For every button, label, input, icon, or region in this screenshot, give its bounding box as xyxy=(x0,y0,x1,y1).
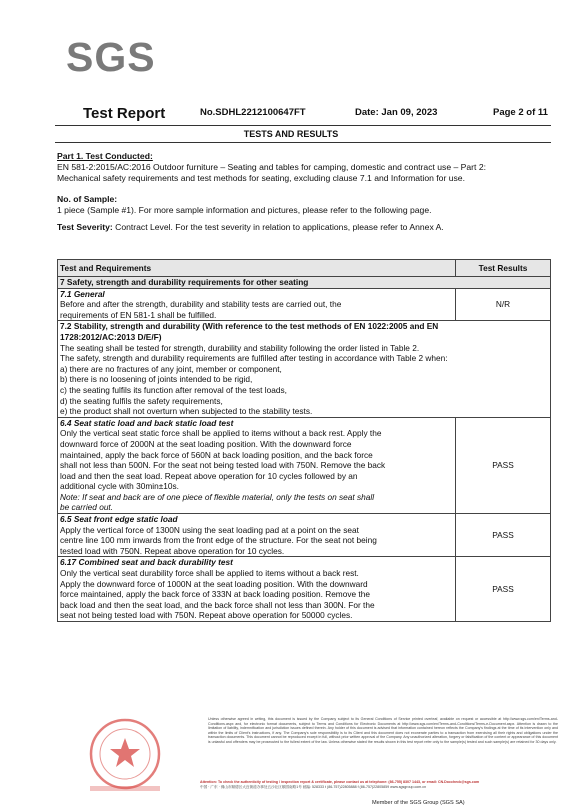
clause-text: Apply the downward force of 1000N at the seat loading position. With the downward xyxy=(60,578,368,589)
table-row xyxy=(58,557,551,622)
col-test-results: Test Results xyxy=(456,260,551,277)
footer-contact xyxy=(200,780,560,790)
clause-note: Note: If seat and back are of one piece of flexible material, only the tests on seat shall xyxy=(60,491,375,502)
clause-text: The safety, strength and durability requirements are fulfilled after testing in accordance with Table 2 when: xyxy=(60,353,448,364)
clause-text: Apply the vertical force of 1300N using the seat loading pad at a point on the seat xyxy=(60,524,359,535)
clause-text: load and then the seat load. Repeat above operation for 10 cycles followed by an xyxy=(60,470,358,481)
clause-title: 7.1 General xyxy=(60,288,105,299)
clause-text: downward force of 2000N at the seat loading position. With the downward force xyxy=(60,438,352,449)
clause-text: additional cycle with 30min±10s. xyxy=(60,481,179,492)
section-rule xyxy=(55,142,551,143)
clause-title: 1728:2012/AC:2013 D/E/F) xyxy=(60,331,162,342)
clause-title: 6.4 Seat static load and back static load test xyxy=(60,417,234,428)
clause-text: maintained, apply the back force of 560N at back loading position, and the back force xyxy=(60,449,373,460)
clause-text: d) the seating fulfils the safety requirements, xyxy=(60,395,223,406)
result-cell: PASS xyxy=(456,557,551,622)
result-cell: N/R xyxy=(456,288,551,321)
clause-text: e) the product shall not overturn when subjected to the stability tests. xyxy=(60,406,313,417)
clause-7-1 xyxy=(58,288,456,321)
clause-note: be carried out. xyxy=(60,502,114,513)
clause-text: centre line 100 mm inwards from the front edge of the structure. For the seat not being xyxy=(60,535,377,546)
clause-title: 6.17 Combined seat and back durability test xyxy=(60,557,233,568)
col-test-requirements: Test and Requirements xyxy=(58,260,456,277)
clause-text: seat not being tested load with 750N. Repeat above operation for 50000 cycles. xyxy=(60,610,353,621)
clause-text: The seating shall be tested for strength, durability and stability following the order listed in Table 2. xyxy=(60,342,420,353)
clause-text: tested load with 750N. Repeat above operation for 10 cycles. xyxy=(60,545,285,556)
clause-6-5 xyxy=(58,514,456,557)
clause-text: Only the vertical seat static force shall be applied to items without a back rest. Apply the xyxy=(60,428,382,439)
part1-heading: Part 1. Test Conducted: xyxy=(57,151,153,161)
clause-7-2 xyxy=(58,321,551,417)
footer-attention: Attention: To check the authenticity of testing / inspection report & certificate, please contact us at telephone: (86-755) 8307 1443, or email: CN.Doccheck@sgs.com xyxy=(200,780,480,784)
clause-text: back load and then the seat load, and the back force shall not less than 300N. For the xyxy=(60,599,375,610)
severity-text: Contract Level. For the test severity in relation to applications, please refer to Annex A. xyxy=(112,222,444,233)
clause-text: Before and after the strength, durability and stability tests are carried out, the xyxy=(60,299,342,310)
severity-label: Test Severity: xyxy=(57,222,113,233)
sample-text: 1 piece (Sample #1). For more sample information and pictures, please refer to the following page. xyxy=(57,204,432,215)
table-row xyxy=(58,417,551,513)
section-7-heading: 7 Safety, strength and durability requirements for other seating xyxy=(58,277,551,289)
clause-text: force maintained, apply the back force of 333N at back loading position. Remove the xyxy=(60,589,370,600)
page-number: Page 2 of 11 xyxy=(493,107,548,118)
section-title: TESTS AND RESULTS xyxy=(243,129,339,139)
clause-6-17 xyxy=(58,557,456,622)
clause-title: 6.5 Seat front edge static load xyxy=(60,514,178,525)
table-row xyxy=(58,277,551,289)
header-rule xyxy=(55,125,551,126)
footer-disclaimer: Unless otherwise agreed in writing, this document is issued by the Company subject to its General Conditions of Service printed overleaf, available on request or accessible at http://www.sgs.com/en/Terms-and-Conditions.aspx and, for electronic format documents, subject to Terms and Conditions for Electronic Documents at http://www.sgs.com/en/Terms-and-Conditions/Terms-e-Document.aspx. Attention is drawn to the limitation of liability, indemnification and jurisdiction issues defined therein. Any holder of this document is advised that information contained hereon reflects the Company's findings at the time of its intervention only and within the limits of Client's instructions, if any. The Company's sole responsibility is to its Client and this document does not exonerate parties to a transaction from exercising all their rights and obligations under the transaction documents. This document cannot be reproduced except in full, without prior written approval of the Company. Any unauthorized alteration, forgery or falsification of the content or appearance of this document is unlawful and offenders may be prosecuted to the fullest extent of the law. Unless otherwise stated the results shown in this test report refer only to the sample(s) tested and such sample(s) are retained for 30 days only. xyxy=(208,717,558,744)
table-row xyxy=(58,288,551,321)
report-body xyxy=(57,151,551,233)
part1-line2: Mechanical safety requirements and test methods for seating, excluding clause 7.1 and Information for use. xyxy=(57,173,465,184)
clause-text: Only the vertical seat durability force shall be applied to items without a back rest. xyxy=(60,568,359,579)
severity-line xyxy=(57,222,551,233)
sample-heading: No. of Sample: xyxy=(57,193,118,204)
results-table xyxy=(57,259,551,622)
result-cell: PASS xyxy=(456,417,551,513)
part1-line1: EN 581-2:2015/AC:2016 Outdoor furniture – Seating and tables for camping, domestic and contract use – Part 2: xyxy=(57,162,486,173)
table-row xyxy=(58,321,551,417)
report-header xyxy=(0,105,582,123)
clause-text: b) there is no loosening of joints intended to be rigid, xyxy=(60,374,253,385)
table-header-row xyxy=(58,260,551,277)
clause-6-4 xyxy=(58,417,456,513)
clause-text: shall not less than 500N. For the seat not being tested load with 750N. Remove the back xyxy=(60,460,386,471)
member-line: Member of the SGS Group (SGS SA) xyxy=(372,800,465,806)
sgs-logo: SGS xyxy=(66,34,156,80)
table-row xyxy=(58,514,551,557)
report-title: Test Report xyxy=(83,105,166,122)
inspection-seal-stamp xyxy=(80,712,170,802)
clause-title: 7.2 Stability, strength and durability (With reference to the test methods of EN 1022:2005 and EN xyxy=(60,321,439,332)
clause-text: requirements of EN 581-1 shall be fulfilled. xyxy=(60,309,217,320)
clause-text: c) the seating fulfils its function after removal of the test loads, xyxy=(60,384,287,395)
footer-address: 中国 · 广东 · 佛山市顺德区大良街道办事处五沙社区顺园南路1号 邮编: 528333 t (86-757)22805888 f (86-757)22805859 www.sgsgroup.com.cn xyxy=(200,785,427,790)
report-number: No.SDHL2212100647FT xyxy=(200,107,306,118)
report-date: Date: Jan 09, 2023 xyxy=(355,107,438,118)
clause-text: a) there are no fractures of any joint, member or component, xyxy=(60,363,282,374)
result-cell: PASS xyxy=(456,514,551,557)
